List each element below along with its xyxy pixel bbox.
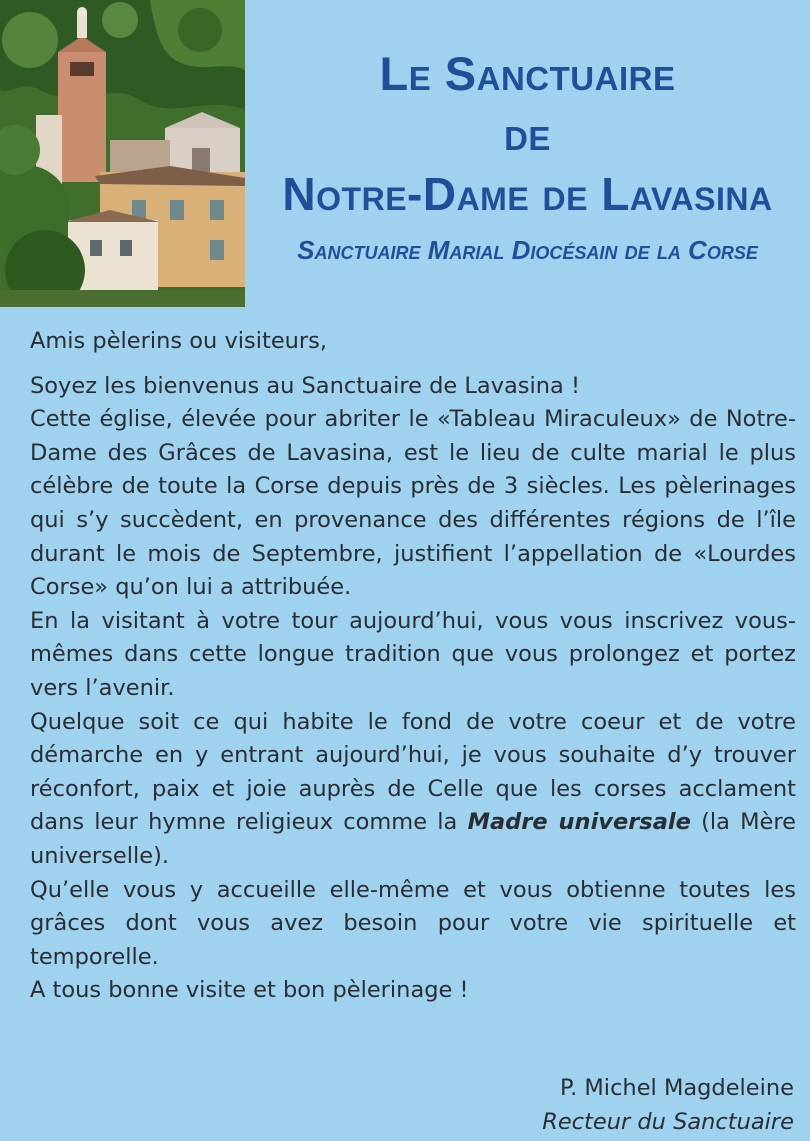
church-village-photo: [0, 0, 245, 307]
paragraph-welcome: Soyez les bienvenus au Sanctuaire de Lavasina !: [30, 372, 580, 399]
page-subtitle: Sanctuaire Marial Diocésain de la Corse: [297, 235, 758, 265]
paragraph-history: Cette église, élevée pour abriter le «Tableau Miraculeux» de Notre-Dame des Grâces de Lavasina, est le lieu de culte marial le plus célèbre de toute la Corse depuis près de 3 siècles. Les pèlerinages qui s’y succèdent, en provenance des différentes régions de l’île durant le mois de Septembre, justifient l’appellation de «Lourdes Corse» qu’on lui a attribuée.: [30, 406, 796, 601]
paragraph-madre-after: (la Mère universelle).: [30, 809, 796, 869]
paragraph-tradition: En la visitant à votre tour aujourd’hui, vous vous inscrivez vous-mêmes dans cette longue tradition que vous prolongez et portez vers l’avenir.: [30, 607, 796, 701]
welcome-text: [30, 325, 796, 1008]
paragraph-farewell: A tous bonne visite et bon pèlerinage !: [30, 977, 469, 1004]
signature-name: P. Michel Magdeleine: [560, 1075, 794, 1101]
page-title-line-2: de: [504, 107, 551, 160]
madre-universale-emphasis: Madre universale: [467, 809, 691, 836]
paragraph-blessing: Qu’elle vous y accueille elle-même et vous obtienne toutes les grâces dont vous avez besoin pour votre vie spirituelle et temporelle.: [30, 876, 796, 970]
paragraph-madre: [30, 706, 796, 874]
church-photo-illustration: [0, 0, 245, 307]
signature-role: Recteur du Sanctuaire: [542, 1109, 794, 1135]
paragraph-madre-before: Quelque soit ce qui habite le fond de votre coeur et de votre démarche en y entrant aujourd’hui, je vous souhaite d’y trouver réconfort, paix et joie auprès de Celle que les corses acclament dans leur hymne religieux comme la: [30, 708, 796, 836]
greeting: Amis pèlerins ou visiteurs,: [30, 328, 328, 354]
page-title-line-3: Notre-Dame de Lavasina: [282, 168, 773, 220]
signature: [542, 1071, 794, 1139]
page-title-line-1: Le Sanctuaire: [379, 47, 676, 100]
header: [245, 44, 810, 266]
